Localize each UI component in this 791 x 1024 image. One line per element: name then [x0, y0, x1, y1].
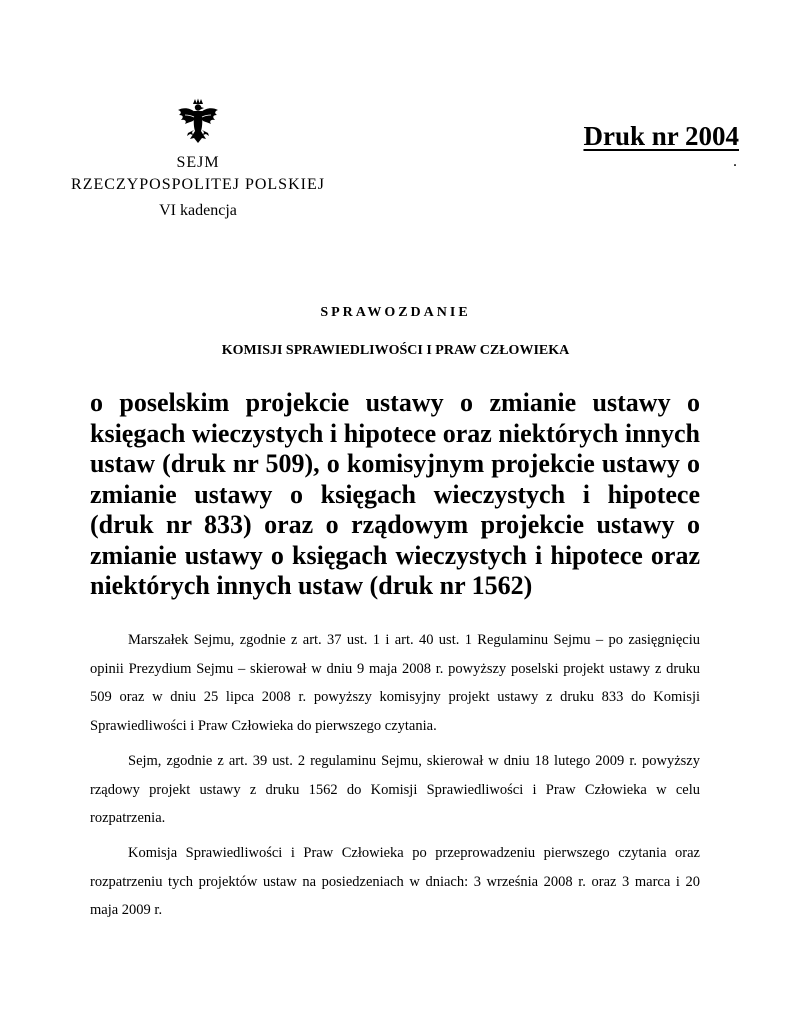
report-label: SPRAWOZDANIE	[320, 305, 471, 320]
institution-line-sejm: SEJM	[176, 154, 220, 171]
committee-name: KOMISJI SPRAWIEDLIWOŚCI I PRAW CZŁOWIEKA	[221, 343, 570, 358]
body-paragraph-1: Marszałek Sejmu, zgodnie z art. 37 ust. 1 i art. 40 ust. 1 Regulaminu Sejmu – po zasięgnięciu opinii Prezydium Sejmu – skierował w dniu 9 maja 2008 r. powyższy poselski projekt ustawy z druku 509 oraz w dniu 25 lipca 2008 r. powyższy komisyjny projekt ustawy z druku 833 do Komisji Sprawiedliwości i Praw Człowieka do pierwszego czytania.	[90, 632, 700, 734]
report-title: o poselskim projekcie ustawy o zmianie ustawy o księgach wieczystych i hipotece oraz niektórych innych ustaw (druk nr 509), o komisyjnym projekcie ustawy o zmianie ustawy o księgach wieczystych i hipotece (druk nr 833) oraz o rządowym projekcie ustawy o zmianie ustawy o księgach wieczystych i hipotece oraz niektórych innych ustaw (druk nr 1562)	[90, 388, 700, 600]
polish-eagle-emblem-icon	[176, 98, 220, 148]
institution-name	[40, 152, 356, 196]
institution-line-republic: RZECZYPOSPOLITEJ POLSKIEJ	[71, 176, 325, 193]
print-number-dot: .	[733, 153, 737, 170]
body-paragraph-2: Sejm, zgodnie z art. 39 ust. 2 regulaminu Sejmu, skierował w dniu 18 lutego 2009 r. powyższy rządowy projekt ustawy z druku 1562 do Komisji Sprawiedliwości i Praw Człowieka w celu rozpatrzenia.	[90, 753, 700, 826]
print-number: Druk nr 2004	[583, 121, 739, 151]
body-paragraph-3: Komisja Sprawiedliwości i Praw Człowieka po przeprowadzeniu pierwszego czytania oraz rozpatrzeniu tych projektów ustaw na posiedzeniach w dniach: 3 września 2008 r. oraz 3 marca i 20 maja 2009 r.	[90, 845, 700, 918]
term-label: VI kadencja	[159, 202, 237, 219]
